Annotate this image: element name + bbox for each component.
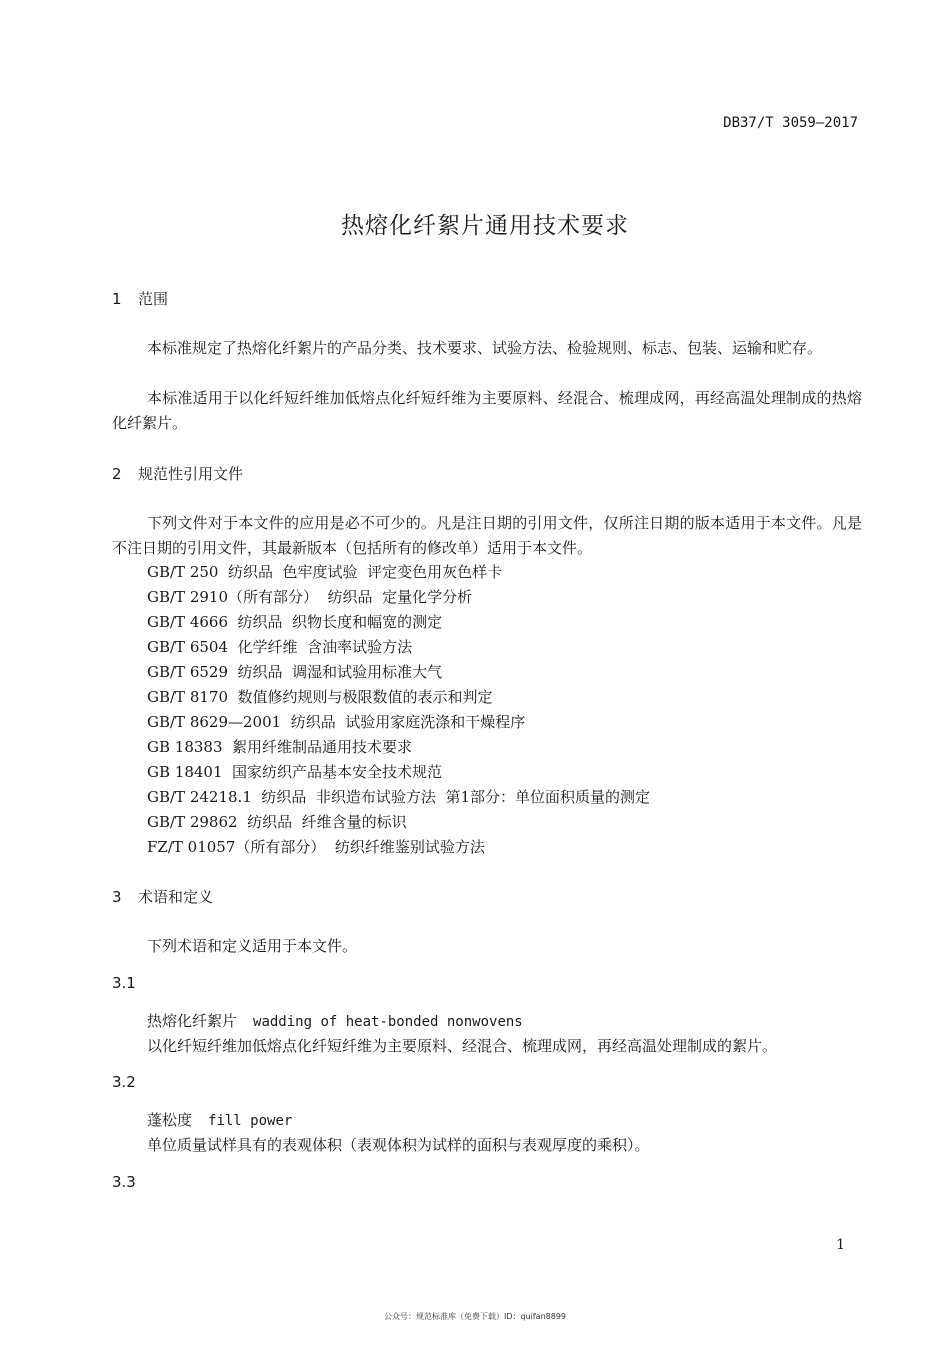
- reference-item: GB/T 4666 纺织品 织物长度和幅宽的测定: [147, 613, 443, 631]
- page-number: 1: [836, 1237, 845, 1253]
- reference-item: GB 18383 絮用纤维制品通用技术要求: [147, 738, 413, 756]
- term-chinese: 热熔化纤絮片: [147, 1012, 238, 1030]
- reference-item: GB/T 8629—2001 纺织品 试验用家庭洗涤和干燥程序: [147, 713, 526, 731]
- term-definition-3-2: 单位质量试样具有的表观体积（表观体积为试样的面积与表观厚度的乘积）。: [147, 1136, 650, 1154]
- term-english: fill power: [208, 1113, 293, 1129]
- document-title: 热熔化纤絮片通用技术要求: [341, 213, 629, 239]
- reference-item: GB/T 29862 纺织品 纤维含量的标识: [147, 813, 407, 831]
- reference-item: GB/T 24218.1 纺织品 非织造布试验方法 第1部分：单位面积质量的测定: [147, 788, 651, 806]
- section-2-heading: [112, 463, 243, 484]
- section-title: 范围: [138, 290, 169, 308]
- footer-watermark: 公众号：规范标准库（免费下载）ID：quifan8899: [383, 1312, 567, 1321]
- section-1-heading: [112, 288, 168, 309]
- section-number: 1: [112, 290, 122, 308]
- scope-paragraph-2: 本标准适用于以化纤短纤维加低熔点化纤短纤维为主要原料、经混合、梳理成网，再经高温处理制成的热熔化纤絮片。: [112, 389, 862, 432]
- term-number-3-1: 3.1: [112, 974, 136, 992]
- reference-item: GB/T 2910（所有部分） 纺织品 定量化学分析: [147, 588, 473, 606]
- reference-item: GB/T 6504 化学纤维 含油率试验方法: [147, 638, 413, 656]
- reference-item: FZ/T 01057（所有部分） 纺织纤维鉴别试验方法: [147, 838, 485, 856]
- section-number: 3: [112, 888, 122, 906]
- standard-code: DB37/T 3059—2017: [723, 115, 858, 131]
- scope-paragraph-1: 本标准规定了热熔化纤絮片的产品分类、技术要求、试验方法、检验规则、标志、包装、运输和贮存。: [147, 339, 823, 357]
- term-heading-3-2: [147, 1109, 292, 1130]
- term-number-3-3: 3.3: [112, 1173, 136, 1191]
- normative-intro: 下列文件对于本文件的应用是必不可少的。凡是注日期的引用文件，仅所注日期的版本适用于本文件。凡是不注日期的引用文件，其最新版本（包括所有的修改单）适用于本文件。: [112, 514, 862, 557]
- term-english: wadding of heat-bonded nonwovens: [253, 1014, 523, 1030]
- terms-intro: 下列术语和定义适用于本文件。: [147, 937, 358, 955]
- reference-item: GB/T 6529 纺织品 调湿和试验用标准大气: [147, 663, 443, 681]
- term-number-3-2: 3.2: [112, 1073, 136, 1091]
- section-title: 术语和定义: [138, 888, 214, 906]
- section-number: 2: [112, 465, 122, 483]
- reference-item: GB 18401 国家纺织产品基本安全技术规范: [147, 763, 443, 781]
- section-3-heading: [112, 886, 213, 907]
- term-definition-3-1: 以化纤短纤维加低熔点化纤短纤维为主要原料、经混合、梳理成网，再经高温处理制成的絮片。: [147, 1037, 778, 1055]
- reference-item: GB/T 8170 数值修约规则与极限数值的表示和判定: [147, 688, 493, 706]
- section-title: 规范性引用文件: [138, 465, 244, 483]
- reference-item: GB/T 250 纺织品 色牢度试验 评定变色用灰色样卡: [147, 563, 503, 581]
- term-chinese: 蓬松度: [147, 1111, 193, 1129]
- term-heading-3-1: [147, 1010, 523, 1031]
